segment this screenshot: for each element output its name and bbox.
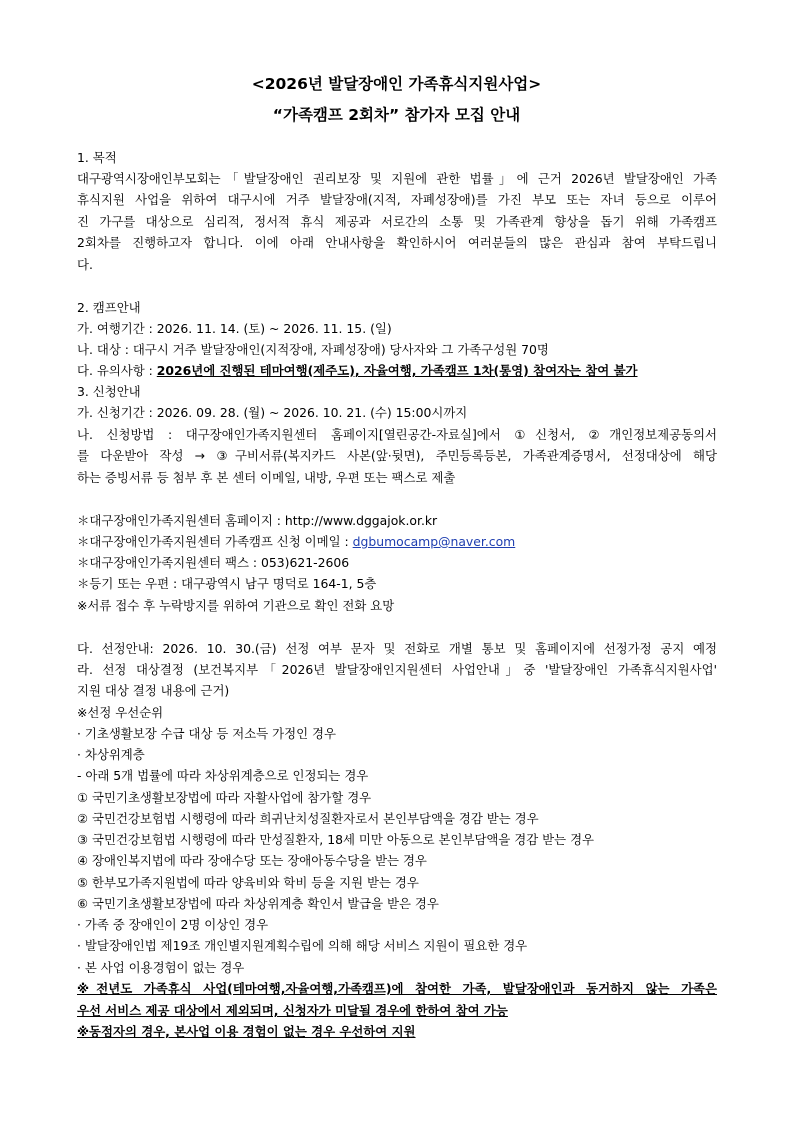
priority-item: ④ 장애인복지법에 따라 장애수당 또는 장애아동수당을 받는 경우 (77, 853, 427, 868)
apply-method-line-3: 하는 증빙서류 등 첨부 후 본 센터 이메일, 내방, 우편 또는 팩스로 제출 (77, 470, 456, 485)
section-purpose-heading: 1. 목적 (77, 150, 117, 165)
contact-email-link[interactable]: dgbumocamp@naver.com (352, 534, 516, 549)
purpose-line-4: 2회차를 진행하고자 합니다. 이에 아래 안내사항을 확인하시어 여러분들의 많은 관심과 참여 부탁드립니 (77, 235, 717, 250)
priority-item: · 발달장애인법 제19조 개인별지원계획수립에 의해 해당 서비스 지원이 필요한 경우 (77, 938, 528, 953)
contact-note: ※서류 접수 후 누락방지를 위하여 기관으로 확인 전화 요망 (77, 598, 395, 613)
camp-target: 나. 대상 : 대구시 거주 발달장애인(지적장애, 자폐성장애) 당사자와 그 가족구성원 70명 (77, 342, 549, 357)
camp-notice (77, 362, 638, 380)
priority-item: ① 국민기초생활보장법에 따라 자활사업에 참가할 경우 (77, 790, 372, 805)
priority-item: ⑥ 국민기초생활보장법에 따라 차상위계층 확인서 발급을 받은 경우 (77, 896, 439, 911)
priority-item: ② 국민건강보험법 시행령에 따라 희귀난치성질환자로서 본인부담액을 경감 받는 경우 (77, 811, 539, 826)
final-note-1-line-2: 우선 서비스 제공 대상에서 제외되며, 신청자가 미달될 경우에 한하여 참여 가능 (77, 1003, 508, 1018)
apply-period: 가. 신청기간 : 2026. 09. 28. (월) ~ 2026. 10. 21. (수) 15:00시까지 (77, 405, 468, 420)
final-note-1-line-1: ※전년도 가족휴식 사업(테마여행,자율여행,가족캠프)에 참여한 가족, 발달장애인과 동거하지 않는 가족은 (77, 981, 717, 996)
purpose-line-2: 휴식지원 사업을 위하여 대구시에 거주 발달장애(지적, 자폐성장애)를 가진 부모 또는 자녀 등으로 이루어 (77, 192, 717, 207)
priority-item: · 차상위계층 (77, 747, 145, 762)
document-subtitle: “가족캠프 2회차” 참가자 모집 안내 (272, 106, 521, 124)
selection-notice: 다. 선정안내: 2026. 10. 30.(금) 선정 여부 문자 및 전화로 개별 통보 및 홈페이지에 선정가정 공지 예정 (77, 641, 717, 656)
final-note-2: ※동점자의 경우, 본사업 이용 경험이 없는 경우 우선하여 지원 (77, 1024, 416, 1039)
apply-method-line-2: 를 다운받아 작성 → ③구비서류(복지카드 사본(앞·뒷면), 주민등록등본, 가족관계증명서, 선정대상에 해당 (77, 448, 717, 463)
priority-item: · 기초생활보장 수급 대상 등 저소득 가정인 경우 (77, 726, 336, 741)
purpose-line-3: 진 가구를 대상으로 심리적, 정서적 휴식 제공과 서로간의 소통 및 가족관계 향상을 돕기 위해 가족캠프 (77, 214, 717, 229)
selection-basis-line-2: 지원 대상 결정 내용에 근거) (77, 683, 230, 698)
priority-item: · 가족 중 장애인이 2명 이상인 경우 (77, 917, 269, 932)
contact-email-label: ＊대구장애인가족지원센터 가족캠프 신청 이메일 : (77, 534, 353, 549)
contact-email-row (77, 533, 515, 551)
camp-period: 가. 여행기간 : 2026. 11. 14. (토) ~ 2026. 11. 15. (일) (77, 321, 392, 336)
priority-item: ③ 국민건강보험법 시행령에 따라 만성질환자, 18세 미만 아동으로 본인부담액을 경감 받는 경우 (77, 832, 595, 847)
contact-fax: ＊대구장애인가족지원센터 팩스 : 053)621-2606 (77, 555, 350, 570)
camp-notice-text: 2026년에 진행된 테마여행(제주도), 자율여행, 가족캠프 1차(통영) 참여자는 참여 불가 (156, 363, 638, 378)
priority-item: · 본 사업 이용경험이 없는 경우 (77, 960, 245, 975)
purpose-line-1: 대구광역시장애인부모회는「발달장애인 권리보장 및 지원에 관한 법률」에 근거 2026년 발달장애인 가족 (77, 171, 717, 186)
purpose-line-5: 다. (77, 257, 93, 272)
section-apply-heading: 3. 신청안내 (77, 384, 141, 399)
priority-item: ⑤ 한부모가족지원법에 따라 양육비와 학비 등을 지원 받는 경우 (77, 875, 419, 890)
section-camp-heading: 2. 캠프안내 (77, 300, 141, 315)
apply-method-line-1: 나. 신청방법 : 대구장애인가족지원센터 홈페이지[열린공간-자료실]에서 ①신청서, ②개인정보제공동의서 (77, 427, 717, 442)
contact-mail-address: ＊등기 또는 우편 : 대구광역시 남구 명덕로 164-1, 5층 (77, 576, 377, 591)
document-title: <2026년 발달장애인 가족휴식지원사업> (251, 75, 542, 93)
priority-item: - 아래 5개 법률에 따라 차상위계층으로 인정되는 경우 (77, 768, 369, 783)
contact-homepage: ＊대구장애인가족지원센터 홈페이지 : http://www.dggajok.or.kr (77, 513, 438, 528)
selection-basis-line-1: 라. 선정 대상결정 (보건복지부「2026년 발달장애인지원센터 사업안내」중 '발달장애인 가족휴식지원사업' (77, 662, 717, 677)
priority-heading: ※선정 우선순위 (77, 705, 164, 720)
camp-notice-label: 다. 유의사항 : (77, 363, 157, 378)
